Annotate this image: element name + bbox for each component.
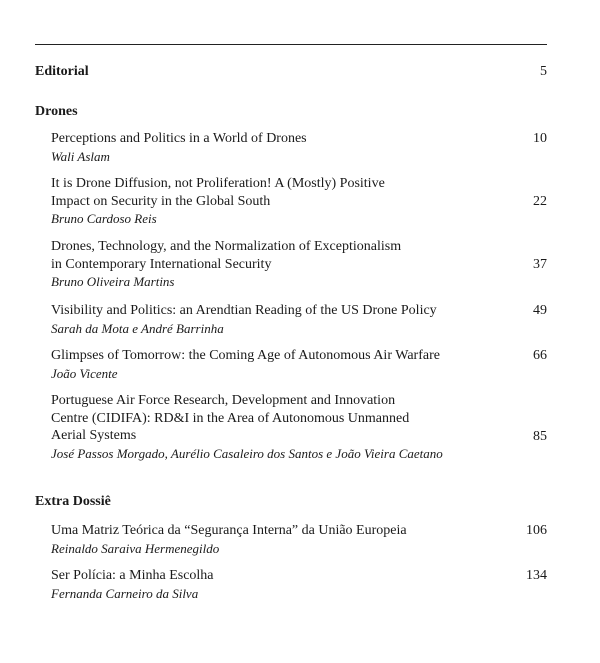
entry-author: Wali Aslam (51, 148, 110, 164)
entry-page: 106 (526, 523, 547, 538)
entry-title-line: Ser Polícia: a Minha Escolha (51, 568, 214, 583)
entry-title-line: Visibility and Politics: an Arendtian Reading of the US Drone Policy (51, 303, 437, 318)
entry-title-line: in Contemporary International Security (51, 256, 272, 272)
entry-author: Sarah da Mota e André Barrinha (51, 320, 224, 336)
section-title-editorial: Editorial (35, 64, 89, 79)
toc-entry (51, 130, 547, 165)
entry-title (51, 302, 501, 320)
entry-page: 134 (526, 568, 547, 583)
entry-author: Fernanda Carneiro da Silva (51, 585, 199, 601)
toc-entry (51, 238, 547, 290)
top-rule (35, 44, 547, 45)
entry-title-line: It is Drone Diffusion, not Proliferation! A (Mostly) Positive (51, 176, 385, 191)
toc-entry (51, 522, 547, 557)
entry-page: 66 (533, 348, 547, 363)
toc-entry (51, 392, 547, 462)
entry-title-line: Aerial Systems (51, 428, 137, 443)
section-title-extra-dossie: Extra Dossiê (35, 494, 111, 509)
entry-page: 85 (533, 429, 547, 444)
entry-title-line: Impact on Security in the Global South (51, 193, 271, 209)
entry-title-line: Portuguese Air Force Research, Development and Innovation (51, 393, 396, 408)
entry-author: Reinaldo Saraiva Hermenegildo (51, 540, 220, 556)
entry-page: 49 (533, 303, 547, 318)
entry-page: 10 (533, 131, 547, 146)
toc-entry (51, 567, 547, 602)
entry-author: José Passos Morgado, Aurélio Casaleiro dos Santos e João Vieira Caetano (51, 445, 443, 461)
toc-entry (51, 347, 547, 382)
entry-title (51, 522, 491, 540)
entry-title-line: Glimpses of Tomorrow: the Coming Age of Autonomous Air Warfare (51, 348, 440, 363)
entry-page: 22 (533, 194, 547, 209)
entry-author: Bruno Oliveira Martins (51, 274, 175, 289)
entry-title (51, 175, 491, 210)
entry-title-line: Perceptions and Politics in a World of Drones (51, 131, 307, 146)
entry-author: Bruno Cardoso Reis (51, 211, 157, 226)
section-page-editorial: 5 (540, 64, 547, 79)
toc-entry (51, 175, 547, 227)
entry-title (51, 392, 491, 445)
entry-title-line: Uma Matriz Teórica da “Segurança Interna” da União Europeia (51, 523, 407, 538)
entry-title-line: Drones, Technology, and the Normalization of Exceptionalism (51, 239, 402, 254)
entry-title (51, 567, 491, 585)
entry-author: João Vicente (51, 365, 118, 381)
toc-entry (51, 302, 547, 337)
section-title-drones: Drones (35, 104, 78, 119)
entry-title-line: Centre (CIDIFA): RD&I in the Area of Autonomous Unmanned (51, 410, 410, 426)
entry-title (51, 130, 491, 148)
entry-page: 37 (533, 257, 547, 272)
entry-title (51, 347, 501, 365)
entry-title (51, 238, 491, 273)
